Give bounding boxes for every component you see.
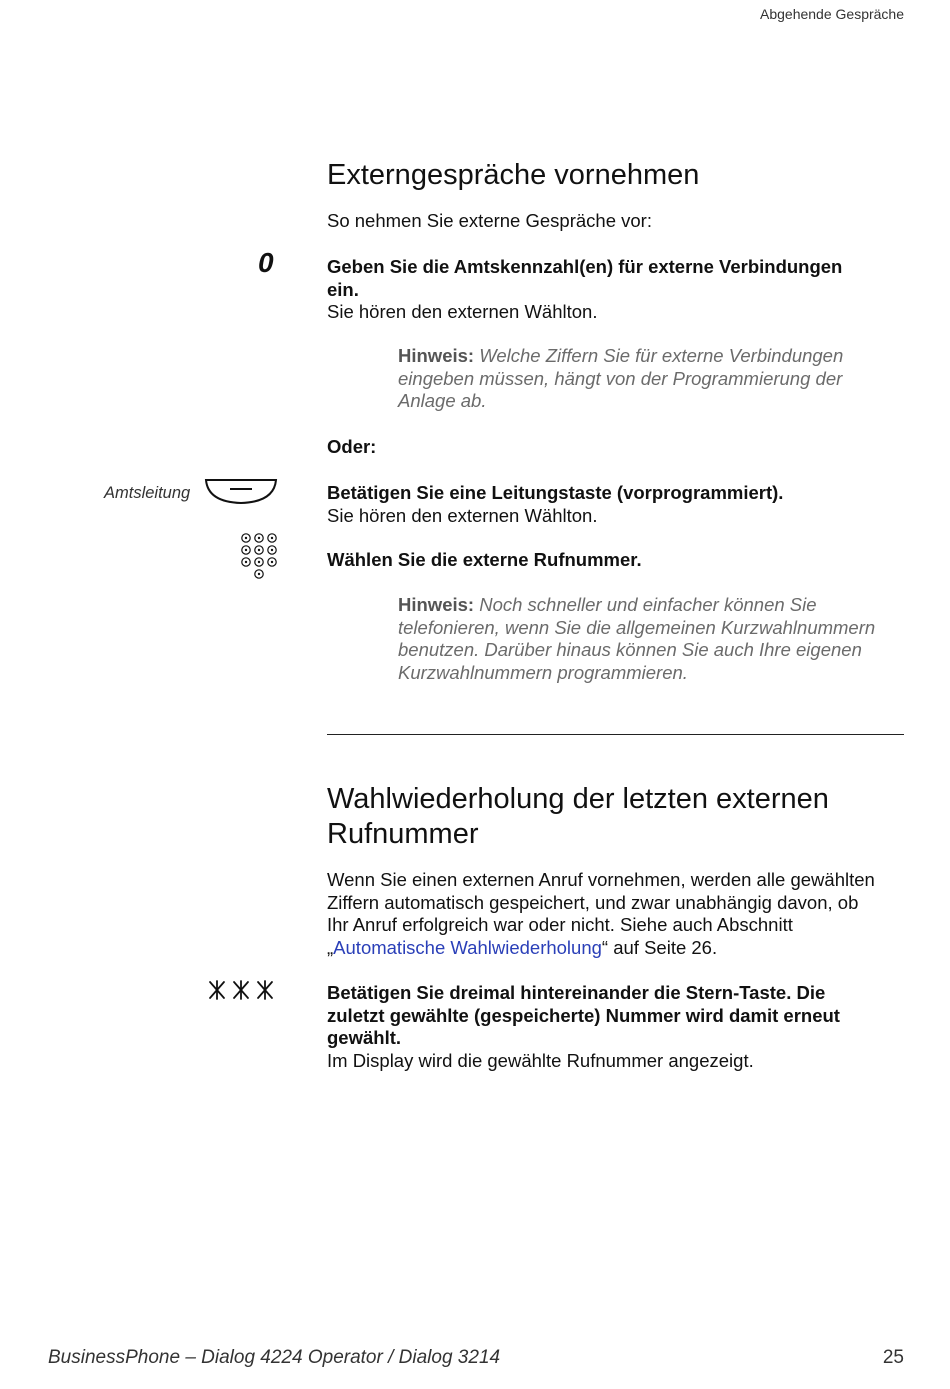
note-text: telefonieren, wenn Sie die allgemeinen Kurzwahlnummern [398,616,876,638]
step-dial-access-code [327,256,907,324]
step-bold-line: zuletzt gewählte (gespeicherte) Nummer wird damit erneut [327,1004,840,1026]
zero-key-icon: 0 [258,247,274,278]
step-bold-line: Betätigen Sie eine Leitungstaste (vorprogrammiert). [327,482,784,503]
step-text: Im Display wird die gewählte Rufnummer angezeigt. [327,1049,754,1071]
page-number: 25 [882,1347,904,1368]
footer-title: BusinessPhone – Dialog 4224 Operator / Dialog 3214 [48,1347,501,1368]
auto-redial-link[interactable]: Automatische Wahlwiederholung [333,936,602,958]
paragraph-line: Ziffern automatisch gespeichert, und zwar unabhängig davon, ob [327,891,859,913]
note-access-code [398,345,898,413]
step-star-redial [327,982,907,1072]
redial-paragraph [327,869,907,959]
running-header: Abgehende Gespräche [760,6,904,22]
section-title-redial [327,782,829,852]
or-label: Oder: [327,436,377,457]
note-text: benutzen. Darüber hinaus können Sie auch Ihre eigenen [398,639,862,660]
title-line: Wahlwiederholung der letzten externen [327,783,829,815]
step-line-key [327,482,907,527]
section-divider [327,734,904,735]
note-text: Anlage ab. [398,390,487,411]
section-intro: So nehmen Sie externe Gespräche vor: [327,210,652,231]
note-label: Hinweis: [398,594,475,615]
step-text: Sie hören den externen Wählton. [327,504,598,526]
step-dial-number: Wählen Sie die externe Rufnummer. [327,549,642,570]
section-title-external-calls: Externgespräche vornehmen [327,159,700,191]
quote-mark: „ [327,936,334,958]
step-bold-line: gewählt. [327,1027,402,1048]
keypad-icon [240,532,280,584]
step-bold-line: ein. [327,278,359,300]
step-bold-line: Geben Sie die Amtskennzahl(en) für externe Verbindungen [327,256,843,277]
note-text: Welche Ziffern Sie für externe Verbindungen [479,345,844,366]
note-speed-dial [398,594,898,684]
note-text: Kurzwahlnummern programmieren. [398,661,688,683]
step-text: Sie hören den externen Wählton. [327,301,598,322]
line-key-icon [204,478,278,506]
note-text: Noch schneller und einfacher können Sie [479,594,817,615]
step-bold-line: Betätigen Sie dreimal hintereinander die Stern-Taste. Die [327,982,826,1003]
line-key-label: Amtsleitung [104,484,191,502]
note-text: eingeben müssen, hängt von der Programmierung der [398,367,843,389]
note-label: Hinweis: [398,345,475,366]
paragraph-line: Ihr Anruf erfolgreich war oder nicht. Siehe auch Abschnitt [327,914,793,935]
paragraph-text: “ auf Seite 26. [601,936,718,958]
paragraph-line: Wenn Sie einen externen Anruf vornehmen, werden alle gewählten [327,869,875,890]
star-key-icon [206,980,278,1000]
title-line: Rufnummer [327,818,479,850]
